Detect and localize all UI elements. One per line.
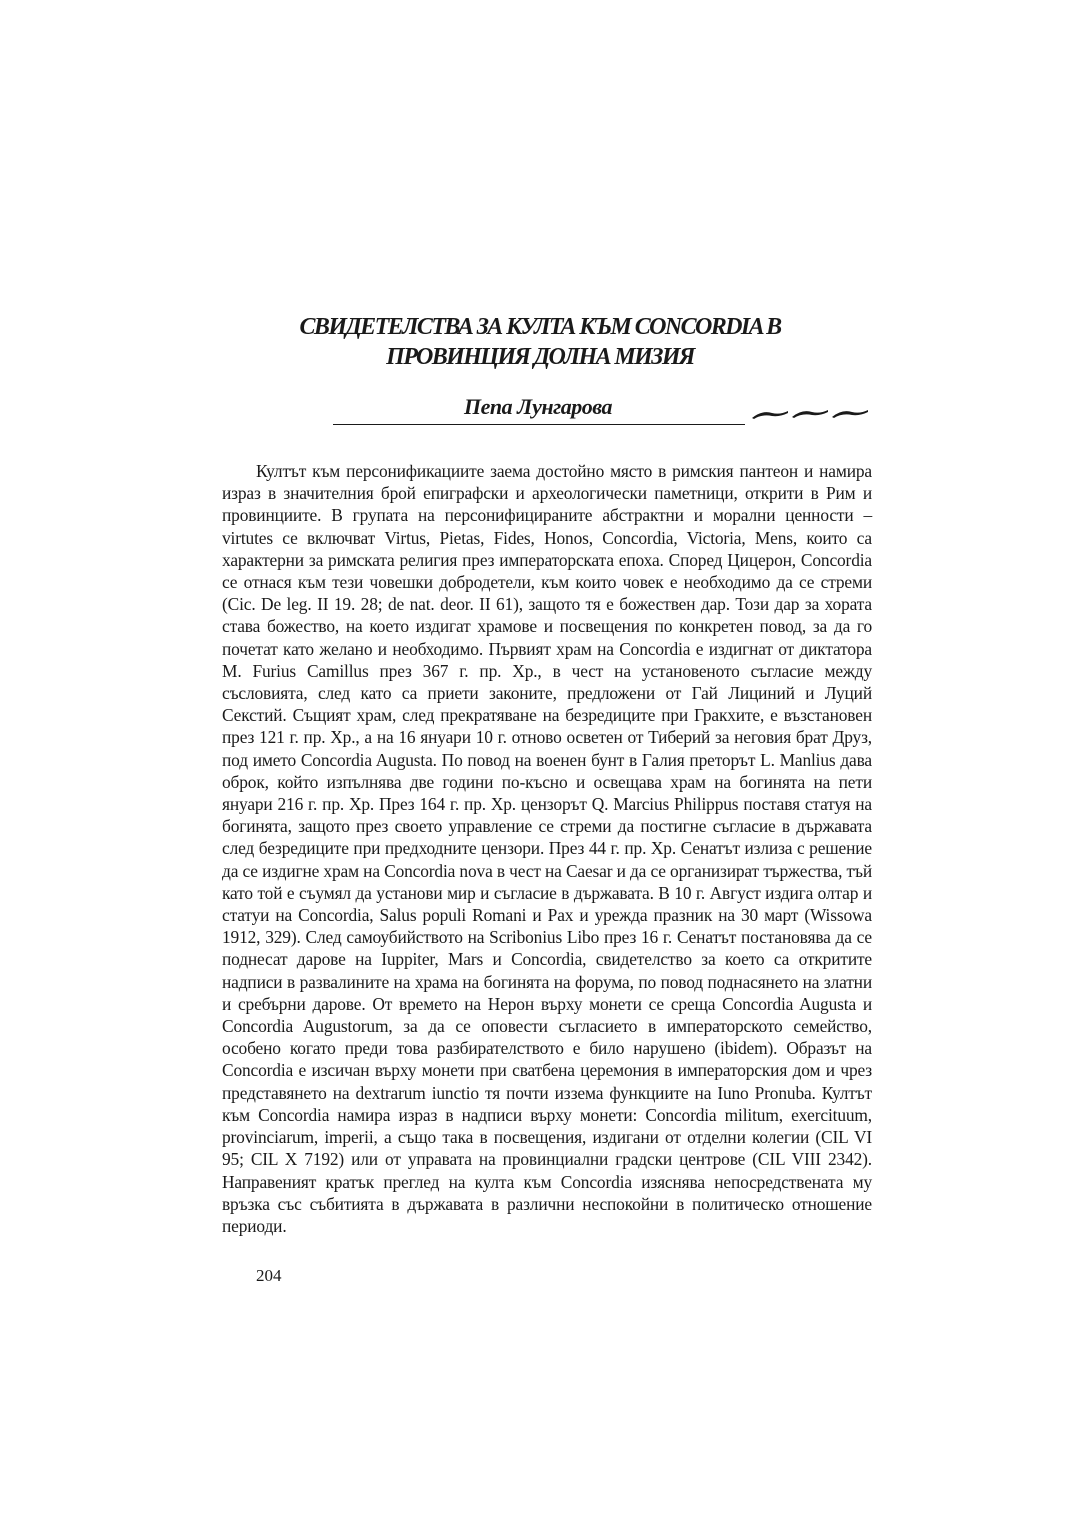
author-name: Пепа Лунгарова [464,394,612,419]
article-title-line-2: ПРОВИНЦИЯ ДОЛНА МИЗИЯ [386,344,694,370]
article-title-line-1: СВИДЕТЕЛСТВА ЗА КУЛТА КЪМ CONCORDIA В [299,314,781,340]
page-number: 204 [256,1266,282,1285]
article-body: Култът към персонификациите заема достойно място в римския пантеон и намира израз в значителния брой епиграфски и археологически паметници, открити в Рим и провинциите. В групата на персонифицираните абстрактни и морални ценности – virtutes се включват Virtus, Pietas, Fides, Honos, Concordia, Victoria, Mens, които са характерни за римската религия през императорската епоха. Според Цицерон, Concordia се отнася към тези човешки добродетели, към които човек е необходимо да се стреми (Cic. De leg. II 19. 28; de nat. deor. II 61), защото тя е божествен дар. Този дар за хората става божество, на което издигат храмове и посвещения по конкретен повод, за да го почетат като желано и необходимо. Първият храм на Concordia е издигнат от диктатора M. Furius Camillus през 367 г. пр. Хр., в чест на установеното съгласие между съсловията, след като са приети законите, предложени от Гай Лициний и Луций Секстий. Същият храм, след прекратяване на безредиците при Гракхите, е възстановен през 121 г. пр. Хр., а на 16 януари 10 г. отново осветен от Тиберий за неговия брат Друз, под името Concordia Augusta. По повод на военен бунт в Галия преторът L. Manlius дава оброк, който изпълнява две години по-късно и освещава храм на богинята на пети януари 216 г. пр. Хр. През 164 г. пр. Хр. цензорът Q. Marcius Philippus поставя статуя на богинята, защото през своето управление се стреми да постигне съгласие в държавата след безредиците при предходните цензори. През 44 г. пр. Хр. Сенатът излиза с решение да се издигне храм на Concordia nova в чест на Caesar и да се организират тържества, тъй като той е съумял да установи мир и съгласие в държавата. В 10 г. Август издига олтар и статуи на Concordia, Salus populi Romani и Pax и урежда празник на 30 март (Wissowa 1912, 329). След самоубийството на Scribonius Libo през 16 г. Сенатът постановява да се поднесат дарове на Iuppiter, Mars и Concordia, свидетелство за което са откритите надписи в развалините на храма на богинята на форума, по повод поднасянето на златни и сребърни дарове. От времето на Нерон върху монети се среща Concordia Augusta и Concordia Augustorum, за да се оповести съгласието в императорското семейство, особено когато преди това разбирателството е било нарушено (ibidem). Образът на Concordia е изсичан върху монети при сватбена церемония в императорския дом и чрез представянето на dextrarum iunctio тя почти иззема функциите на Iuno Pronuba. Култът към Concordia намира израз в надписи върху монети: Concordia militum, exercituum, provinciarum, imperii, а също така в посвещения, издигани от отделни колегии (CIL VI 95; CIL X 7192) или от управата на провинциални градски центрове (CIL VIII 2342). Направеният кратък преглед на култа към Concordia изяснява непосредствената му връзка със събитията в държавата в различни неспокойни в политическо отношение периоди. [222,461,872,1236]
wave-flourish-icon [750,404,870,424]
author-underline [333,424,745,425]
